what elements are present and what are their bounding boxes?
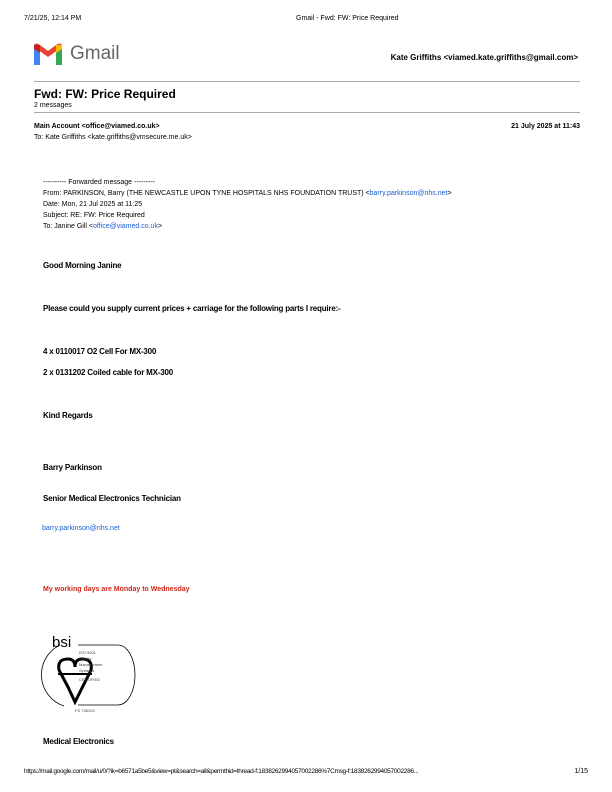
forwarded-to-label: To: Janine Gill < [43,223,93,230]
forwarded-to-email-link[interactable]: office@viamed.co.uk [93,223,158,230]
print-page-number: 1/15 [574,768,588,775]
bsi-brand: bsi [52,634,72,651]
list-item: 2 x 0131202 Coiled cable for MX-300 [43,368,173,377]
gmail-logo-icon [34,43,62,65]
request-text: Please could you supply current prices + carriage for the following parts I require:- [43,304,341,313]
bracket: > [447,190,452,197]
working-days-notice: My working days are Monday to Wednesday [43,586,190,593]
signoff: Kind Regards [43,411,93,420]
forwarded-subject: Subject: RE: FW: Price Required [43,212,145,219]
signature-role: Senior Medical Electronics Technician [43,494,181,503]
bsi-certification-logo [38,632,138,722]
signature-email-link[interactable]: barry.parkinson@nhs.net [42,525,120,532]
bracket: > [157,223,163,230]
bsi-text [79,650,102,683]
forwarded-divider: ---------- Forwarded message --------- [43,179,155,186]
bsi-line: CERTIFIED [79,677,101,682]
department: Medical Electronics [43,737,114,746]
forwarded-from-email-link[interactable]: barry.parkinson@nhs.net [369,190,448,197]
list-item: 4 x 0110017 O2 Cell For MX-300 [43,347,157,356]
bsi-line: Quality [79,656,92,661]
bsi-line: Management [79,662,103,667]
message-recipient: To: Kate Griffiths <kate.griffiths@vmsecure.me.uk> [34,134,192,141]
forwarded-date: Date: Mon, 21 Jul 2025 at 11:25 [43,201,143,208]
print-datetime: 7/21/25, 12:14 PM [24,15,82,22]
forwarded-from [43,190,452,197]
print-url: https://mail.google.com/mail/u/0/?ik=b6571a5be5&view=pt&search=all&permthid=thread-f:1838262994057002286%7Cmsg-f:1838262994057002286... [24,768,419,775]
bsi-cert-number: FS 738103 [75,708,95,713]
account-email: Kate Griffiths <viamed.kate.griffiths@gmail.com> [390,53,578,62]
message-date: 21 July 2025 at 11:43 [511,123,580,130]
print-page-title: Gmail - Fwd: FW: Price Required [296,15,399,22]
greeting: Good Morning Janine [43,261,122,270]
bsi-line: ISO 9001 [79,650,96,655]
divider [34,112,580,113]
forwarded-to [43,223,162,230]
message-sender: Main Account <office@viamed.co.uk> [34,123,160,130]
divider [34,81,580,82]
gmail-logo-text: Gmail [70,43,120,64]
forwarded-from-label: From: PARKINSON, Barry (THE NEWCASTLE UPON TYNE HOSPITALS NHS FOUNDATION TRUST) < [43,190,370,197]
thread-subject: Fwd: FW: Price Required [34,87,176,101]
message-count: 2 messages [34,102,72,109]
bsi-line: Systems [79,668,95,673]
signature-name: Barry Parkinson [43,463,102,472]
